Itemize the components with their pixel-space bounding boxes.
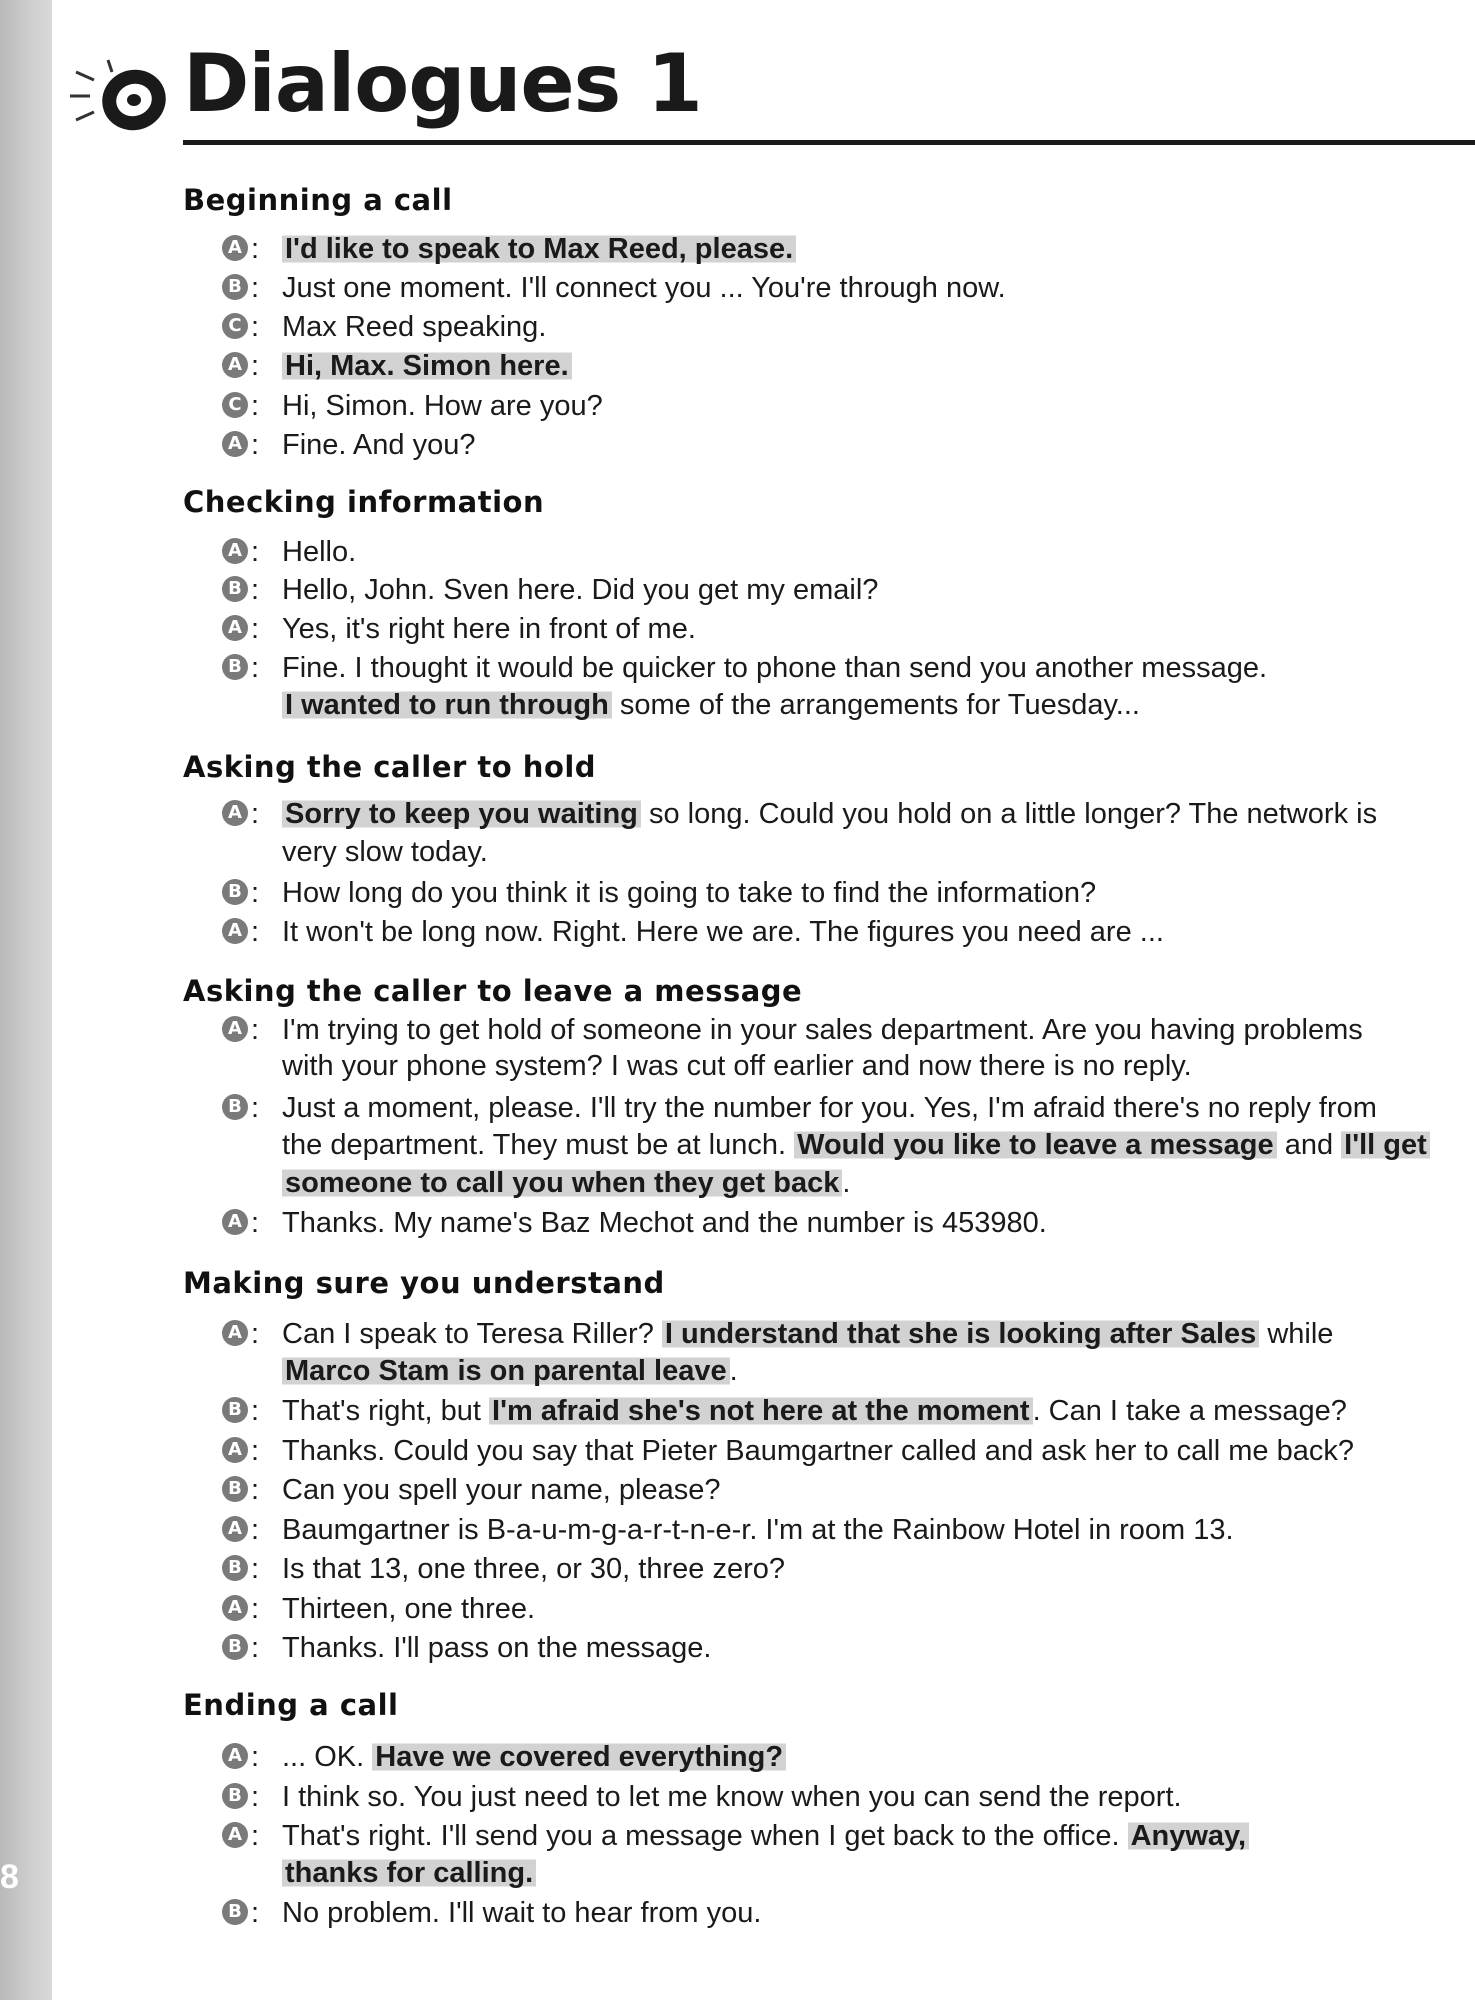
key-phrase: Have we covered everything?: [372, 1741, 786, 1773]
dialogue-fragment: .: [729, 1355, 738, 1387]
dialogue-text: [282, 915, 1422, 949]
dialogue-fragment: Hello.: [282, 536, 357, 568]
dialogue-line: [222, 1434, 1422, 1470]
speaker-a-badge: A: [222, 918, 248, 944]
dialogue-text: [282, 1434, 1422, 1468]
speaker-colon: :: [251, 536, 260, 568]
speaker-a-badge: A: [222, 1320, 248, 1346]
dialogue-fragment: very slow today.: [282, 836, 488, 868]
key-phrase: I wanted to run through: [282, 689, 612, 721]
dialogue-text: [282, 1819, 1422, 1853]
dialogue-fragment: Hi, Simon. How are you?: [282, 390, 603, 422]
speaker-b-badge: B: [222, 1555, 248, 1581]
section-heading: Beginning a call: [183, 183, 453, 217]
dialogue-line: [222, 535, 1422, 571]
dialogue-fragment: so long. Could you hold on a little longer? The network is: [640, 798, 1378, 830]
speaker-b-badge: B: [222, 879, 248, 905]
key-phrase: thanks for calling.: [282, 1857, 536, 1889]
key-phrase: Hi, Max. Simon here.: [282, 350, 572, 382]
speaker-colon: :: [251, 390, 260, 422]
dialogue-line: [222, 389, 1422, 425]
speaker-a-badge: A: [222, 1822, 248, 1848]
dialogue-text: [282, 1552, 1422, 1586]
dialogue-fragment: Hello, John. Sven here. Did you get my email?: [282, 574, 879, 606]
dialogue-fragment: Thanks. Could you say that Pieter Baumgartner called and ask her to call me back?: [282, 1435, 1354, 1467]
dialogue-line: [222, 876, 1422, 912]
dialogue-continuation: [282, 1049, 1422, 1083]
speaker-colon: :: [251, 1781, 260, 1813]
dialogue-fragment: How long do you think it is going to take to find the information?: [282, 877, 1097, 909]
speaker-colon: :: [251, 1435, 260, 1467]
speaker-a-badge: A: [222, 1595, 248, 1621]
dialogue-line: [222, 1091, 1422, 1127]
section-heading: Checking information: [183, 485, 545, 519]
title-rule: [628, 140, 1475, 145]
speaker-b-badge: B: [222, 576, 248, 602]
speaker-a-badge: A: [222, 1743, 248, 1769]
dialogue-text: [282, 1473, 1422, 1507]
speaker-colon: :: [251, 574, 260, 606]
speaker-colon: :: [251, 1632, 260, 1664]
speaker-colon: :: [251, 916, 260, 948]
dialogue-line: [222, 1592, 1422, 1628]
speaker-colon: :: [251, 1395, 260, 1427]
dialogue-fragment: Fine. And you?: [282, 429, 476, 461]
dialogue-text: [282, 1896, 1422, 1930]
speaker-c-badge: C: [222, 392, 248, 418]
page-header: [68, 37, 1475, 147]
speaker-colon: :: [251, 1092, 260, 1124]
speaker-colon: :: [251, 1593, 260, 1625]
dialogue-fragment: and: [1276, 1129, 1342, 1161]
dialogue-text: [282, 1206, 1422, 1240]
speaker-c-badge: C: [222, 313, 248, 339]
speaker-colon: :: [251, 798, 260, 830]
dialogue-fragment: That's right, but: [282, 1395, 490, 1427]
dialogue-line: [222, 1206, 1422, 1242]
dialogue-continuation: [282, 1354, 1422, 1388]
dialogue-line: [222, 232, 1422, 268]
dialogue-fragment: I'm trying to get hold of someone in your sales department. Are you having problems: [282, 1014, 1363, 1046]
dialogue-fragment: No problem. I'll wait to hear from you.: [282, 1897, 762, 1929]
dialogue-text: [282, 1513, 1422, 1547]
speaker-colon: :: [251, 1014, 260, 1046]
key-phrase: I'll get: [1341, 1129, 1430, 1161]
dialogue-line: [222, 1473, 1422, 1509]
dialogue-fragment: Thirteen, one three.: [282, 1593, 536, 1625]
dialogue-line: [222, 1317, 1422, 1353]
key-phrase: Would you like to leave a message: [794, 1129, 1277, 1161]
dialogue-text: [282, 1631, 1422, 1665]
speaker-a-badge: A: [222, 1016, 248, 1042]
dialogue-text: [282, 535, 1422, 569]
dialogue-continuation: [282, 1856, 1422, 1890]
dialogue-line: [222, 428, 1422, 464]
dialogue-fragment: Thanks. I'll pass on the message.: [282, 1632, 712, 1664]
speaker-colon: :: [251, 1514, 260, 1546]
speaker-colon: :: [251, 1474, 260, 1506]
dialogue-text: [282, 876, 1422, 910]
dialogue-text: [282, 1013, 1422, 1047]
dialogue-line: [222, 271, 1422, 307]
key-phrase: I'd like to speak to Max Reed, please.: [282, 233, 796, 265]
dialogue-fragment: Thanks. My name's Baz Mechot and the number is 453980.: [282, 1207, 1047, 1239]
dialogue-fragment: Can you spell your name, please?: [282, 1474, 721, 1506]
dialogue-text: [282, 797, 1422, 831]
dialogue-fragment: ... OK.: [282, 1741, 373, 1773]
speaker-a-badge: A: [222, 431, 248, 457]
page-title: Dialogues 1: [183, 37, 702, 130]
dialogue-line: [222, 1013, 1422, 1049]
speaker-colon: :: [251, 1553, 260, 1585]
dialogue-text: [282, 349, 1422, 383]
key-phrase: I understand that she is looking after Sales: [662, 1318, 1259, 1350]
dialogue-line: [222, 349, 1422, 385]
speaker-colon: :: [251, 613, 260, 645]
key-phrase: Marco Stam is on parental leave: [282, 1355, 730, 1387]
speaker-a-badge: A: [222, 1437, 248, 1463]
speaker-a-badge: A: [222, 1516, 248, 1542]
dialogue-text: [282, 573, 1422, 607]
key-phrase: Sorry to keep you waiting: [282, 798, 641, 830]
dialogue-line: [222, 797, 1422, 833]
speaker-colon: :: [251, 1820, 260, 1852]
speaker-b-badge: B: [222, 1094, 248, 1120]
title-underline: [183, 140, 633, 145]
dialogue-fragment: Is that 13, one three, or 30, three zero?: [282, 1553, 785, 1585]
dialogue-line: [222, 1740, 1422, 1776]
dialogue-text: [282, 1592, 1422, 1626]
dialogue-text: [282, 1317, 1422, 1351]
dialogue-text: [282, 310, 1422, 344]
speaker-colon: :: [251, 652, 260, 684]
speaker-colon: :: [251, 1318, 260, 1350]
section-heading: Asking the caller to leave a message: [183, 974, 803, 1008]
speaker-b-badge: B: [222, 1783, 248, 1809]
dialogue-fragment: Baumgartner is B-a-u-m-g-a-r-t-n-e-r. I'm at the Rainbow Hotel in room 13.: [282, 1514, 1234, 1546]
dialogue-line: [222, 1394, 1422, 1430]
dialogue-line: [222, 1780, 1422, 1816]
dialogue-line: [222, 1552, 1422, 1588]
speaker-colon: :: [251, 1897, 260, 1929]
dialogue-fragment: It won't be long now. Right. Here we are. The figures you need are ...: [282, 916, 1164, 948]
key-phrase: someone to call you when they get back: [282, 1167, 842, 1199]
dialogue-text: [282, 1740, 1422, 1774]
section-heading: Making sure you understand: [183, 1266, 665, 1300]
dialogue-text: [282, 389, 1422, 423]
dialogue-fragment: with your phone system? I was cut off earlier and now there is no reply.: [282, 1050, 1192, 1082]
speaker-a-badge: A: [222, 615, 248, 641]
dialogue-line: [222, 1631, 1422, 1667]
cd-audio-icon: [68, 58, 178, 138]
page-number: 8: [0, 1858, 19, 1896]
speaker-colon: :: [251, 233, 260, 265]
dialogue-fragment: I think so. You just need to let me know when you can send the report.: [282, 1781, 1182, 1813]
speaker-b-badge: B: [222, 1476, 248, 1502]
speaker-colon: :: [251, 1741, 260, 1773]
speaker-colon: :: [251, 350, 260, 382]
dialogue-text: [282, 651, 1422, 685]
dialogue-text: [282, 1394, 1422, 1428]
dialogue-fragment: Yes, it's right here in front of me.: [282, 613, 696, 645]
speaker-colon: :: [251, 311, 260, 343]
dialogue-fragment: Just one moment. I'll connect you ... You're through now.: [282, 272, 1006, 304]
dialogue-text: [282, 1091, 1422, 1125]
dialogue-text: [282, 271, 1422, 305]
dialogue-text: [282, 612, 1422, 646]
speaker-colon: :: [251, 272, 260, 304]
speaker-b-badge: B: [222, 1899, 248, 1925]
dialogue-fragment: Just a moment, please. I'll try the number for you. Yes, I'm afraid there's no reply from: [282, 1092, 1377, 1124]
dialogue-fragment: . Can I take a message?: [1032, 1395, 1347, 1427]
speaker-a-badge: A: [222, 1209, 248, 1235]
dialogue-fragment: .: [842, 1167, 851, 1199]
speaker-b-badge: B: [222, 274, 248, 300]
key-phrase: Anyway,: [1128, 1820, 1250, 1852]
speaker-b-badge: B: [222, 1397, 248, 1423]
dialogue-fragment: the department. They must be at lunch.: [282, 1129, 795, 1161]
margin-strip: [0, 0, 52, 2000]
section-heading: Asking the caller to hold: [183, 750, 597, 784]
speaker-colon: :: [251, 877, 260, 909]
speaker-a-badge: A: [222, 538, 248, 564]
dialogue-line: [222, 915, 1422, 951]
dialogue-line: [222, 651, 1422, 687]
speaker-a-badge: A: [222, 352, 248, 378]
dialogue-fragment: Fine. I thought it would be quicker to phone than send you another message.: [282, 652, 1268, 684]
dialogue-line: [222, 1513, 1422, 1549]
dialogue-continuation: [282, 1166, 1422, 1200]
dialogue-line: [222, 1819, 1422, 1855]
dialogue-line: [222, 573, 1422, 609]
speaker-a-badge: A: [222, 800, 248, 826]
section-heading: Ending a call: [183, 1688, 399, 1722]
dialogue-fragment: some of the arrangements for Tuesday...: [611, 689, 1140, 721]
dialogue-text: [282, 428, 1422, 462]
dialogue-continuation: [282, 688, 1422, 722]
dialogue-fragment: Max Reed speaking.: [282, 311, 547, 343]
key-phrase: I'm afraid she's not here at the moment: [489, 1395, 1033, 1427]
dialogue-fragment: Can I speak to Teresa Riller?: [282, 1318, 662, 1350]
dialogue-line: [222, 612, 1422, 648]
dialogue-text: [282, 232, 1422, 266]
speaker-b-badge: B: [222, 654, 248, 680]
dialogue-continuation: [282, 835, 1422, 869]
dialogue-line: [222, 310, 1422, 346]
dialogue-continuation: [282, 1128, 1427, 1162]
speaker-a-badge: A: [222, 235, 248, 261]
speaker-colon: :: [251, 1207, 260, 1239]
speaker-b-badge: B: [222, 1634, 248, 1660]
speaker-colon: :: [251, 429, 260, 461]
dialogue-line: [222, 1896, 1422, 1932]
dialogue-fragment: That's right. I'll send you a message when I get back to the office.: [282, 1820, 1128, 1852]
dialogue-fragment: while: [1259, 1318, 1334, 1350]
dialogue-text: [282, 1780, 1422, 1814]
